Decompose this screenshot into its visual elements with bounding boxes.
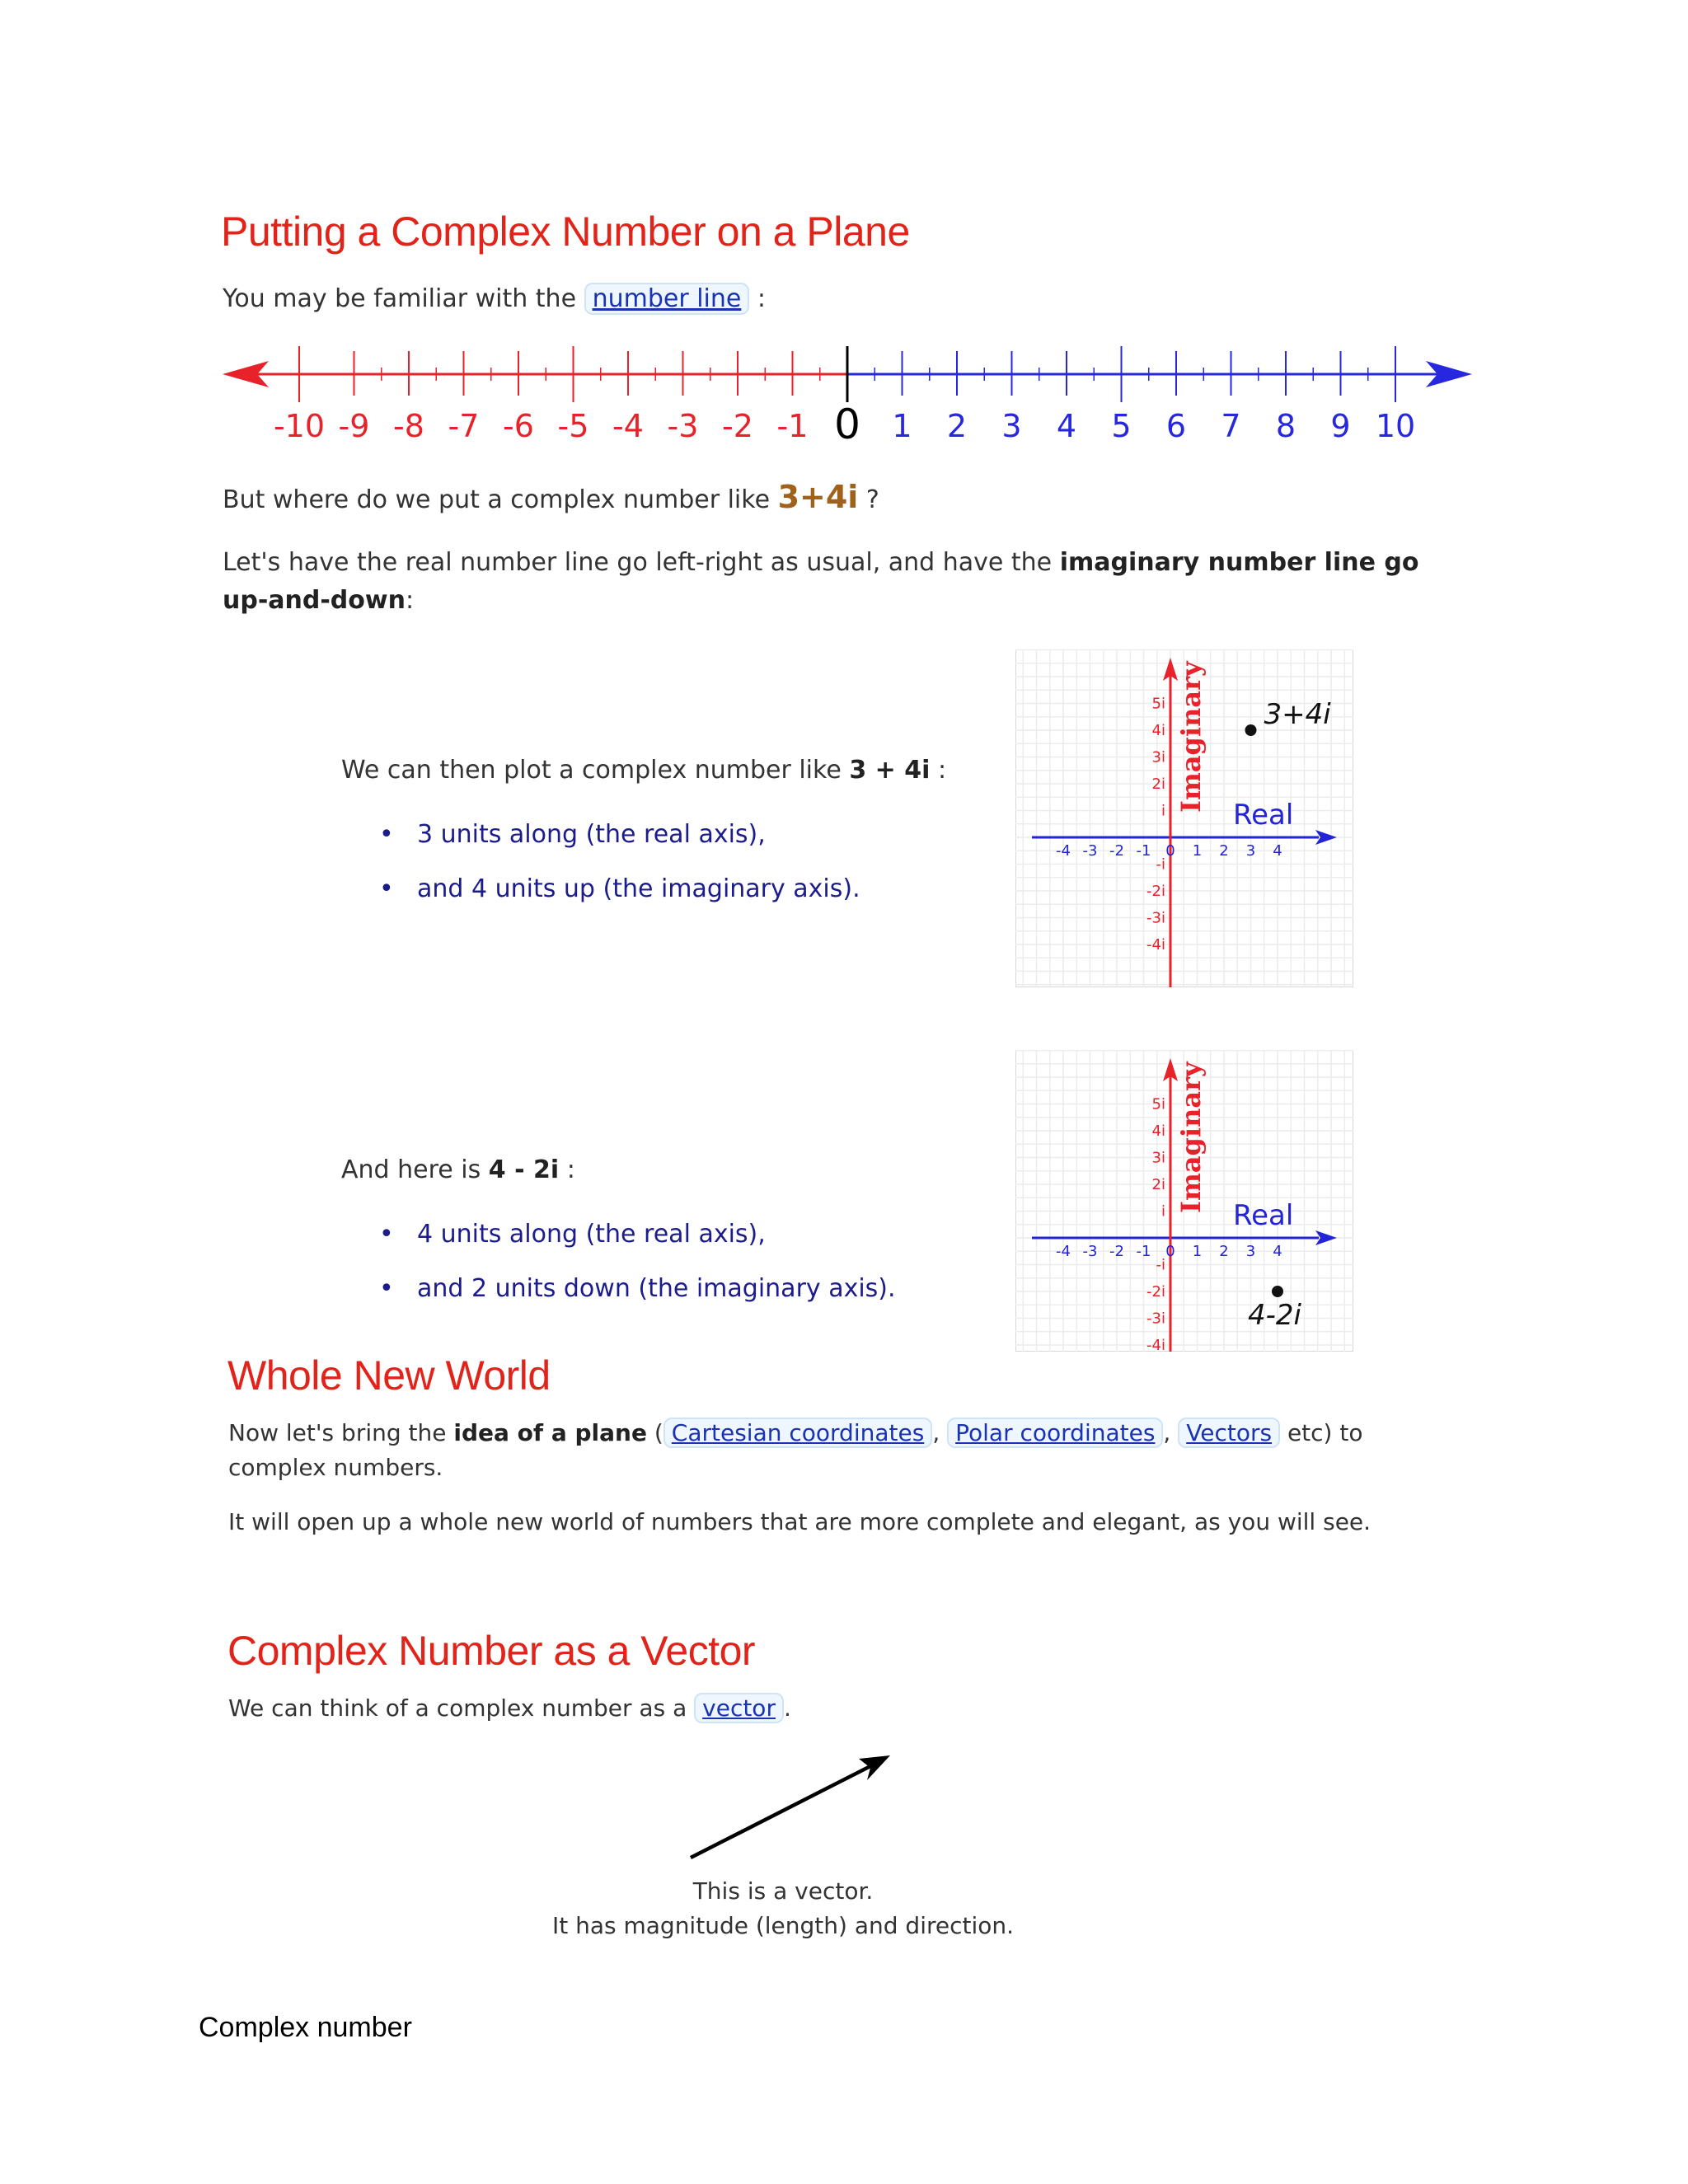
y-tick-label: 5i [1151, 1095, 1165, 1113]
vector-caption-line1: This is a vector. [692, 1877, 874, 1905]
number-line-label: 7 [1221, 408, 1241, 444]
list-item: • 3 units along (the real axis), [379, 808, 860, 862]
vector-caption-line2: It has magnitude (length) and direction. [551, 1912, 1015, 1939]
plotted-point [1272, 1286, 1283, 1297]
polar-coordinates-link[interactable]: Polar coordinates [947, 1418, 1163, 1448]
list-item: • and 4 units up (the imaginary axis). [379, 862, 860, 916]
vector-period: . [783, 1694, 791, 1722]
x-tick-label: 0 [1165, 842, 1175, 860]
number-line-label: -1 [776, 408, 809, 444]
y-tick-label: -3i [1146, 1310, 1165, 1328]
complex-question [223, 478, 879, 519]
number-line-label: -6 [503, 408, 534, 444]
x-tick-label: 2 [1219, 842, 1229, 860]
question-mark: ? [865, 485, 879, 514]
number-line-label: -8 [393, 408, 424, 444]
axes-text: Let's have the real number line go left-right as usual, and have the [223, 548, 1053, 577]
number-line-label: 1 [892, 408, 912, 444]
vector-arrow-shaft [691, 1764, 875, 1858]
vector-caption [486, 1874, 1080, 1943]
plot2-intro-text: And here is [341, 1155, 481, 1184]
number-line-label: 6 [1165, 408, 1187, 444]
plane-paren-open: ( [654, 1419, 663, 1446]
x-tick-label: -2 [1109, 1243, 1124, 1260]
section-title-complex-vector: Complex Number as a Vector [227, 1628, 756, 1674]
plot2-value: 4 - 2i [488, 1155, 560, 1184]
x-tick-label: 3 [1245, 1243, 1256, 1260]
x-tick-label: -1 [1136, 842, 1151, 860]
y-tick-label: i [1160, 802, 1165, 820]
number-line-intro [223, 280, 766, 318]
number-line-label: 3 [1001, 408, 1022, 444]
y-tick-label: 3i [1151, 1149, 1165, 1167]
number-line-label: 8 [1275, 408, 1296, 444]
axes-bold-text: imaginary number line go up-and-down [223, 548, 1419, 615]
vector-link[interactable]: vector [694, 1693, 784, 1723]
point-label: 3+4i [1264, 698, 1331, 731]
plane-paragraph: Now let's bring the idea of a plane ( Cartesian coordinates , Polar coordinates , Vectors etc) to complex numbers. [228, 1419, 1363, 1481]
y-tick-label: 4i [1151, 722, 1165, 739]
y-tick-label: -4i [1146, 1337, 1165, 1352]
number-line-label: 5 [1111, 408, 1132, 444]
new-world-paragraph: It will open up a whole new world of numbers that are more complete and elegant, as you will see. [228, 1508, 1372, 1535]
vector-paragraph [228, 1691, 791, 1726]
number-line-label: -3 [667, 408, 699, 444]
number-line-label: -9 [338, 408, 370, 444]
y-tick-label: -3i [1146, 909, 1165, 927]
number-line-label: -5 [557, 408, 589, 444]
number-line-label: -2 [722, 408, 753, 444]
number-line-label: -4 [612, 408, 644, 444]
x-tick-label: 3 [1245, 842, 1256, 860]
point-label: 4-2i [1248, 1299, 1301, 1332]
cartesian-coordinates-link[interactable]: Cartesian coordinates [663, 1418, 933, 1448]
list-item: • 4 units along (the real axis), [379, 1207, 896, 1262]
x-tick-label: 1 [1192, 1243, 1203, 1260]
plot1-colon: : [937, 756, 947, 785]
y-tick-label: -i [1156, 855, 1165, 874]
plot2-colon: : [566, 1155, 575, 1184]
list-item: • and 2 units down (the imaginary axis). [379, 1262, 896, 1316]
plot1-intro-text: We can then plot a complex number like [341, 756, 842, 785]
y-tick-label: 4i [1151, 1122, 1165, 1140]
section-title-whole-new-world: Whole New World [227, 1352, 551, 1399]
number-line-label: 9 [1330, 408, 1351, 444]
imaginary-axis-label: Imaginary [1175, 661, 1207, 813]
x-tick-label: -3 [1082, 842, 1098, 860]
number-line-labels [274, 401, 1415, 448]
number-line-label: 10 [1375, 408, 1416, 444]
number-line-label: 2 [946, 408, 968, 444]
footer-caption: Complex number [199, 2012, 412, 2043]
plane-text-line2: complex numbers. [228, 1454, 443, 1481]
axes-paragraph [223, 544, 1451, 620]
plot2-bullet-list [379, 1207, 896, 1316]
x-tick-label: -1 [1136, 1243, 1151, 1260]
plane-paren-close: etc) to [1287, 1419, 1363, 1446]
y-tick-label: -4i [1146, 936, 1165, 954]
imaginary-axis-label: Imaginary [1175, 1062, 1207, 1213]
complex-plane-graph-3-plus-4i [1015, 649, 1353, 987]
plot1-value: 3 + 4i [849, 756, 931, 785]
plot1-intro [341, 752, 946, 790]
axes-colon: : [405, 586, 415, 615]
intro-colon: : [757, 284, 766, 313]
x-tick-label: 2 [1219, 1243, 1229, 1260]
number-line-diagram [221, 346, 1474, 462]
number-line-label: 4 [1056, 408, 1077, 444]
vectors-link[interactable]: Vectors [1178, 1418, 1280, 1448]
x-tick-label: 0 [1165, 1243, 1175, 1260]
question-value: 3+4i [777, 479, 859, 515]
x-tick-label: -4 [1056, 1243, 1071, 1260]
section-title-complex-plane: Putting a Complex Number on a Plane [221, 209, 910, 255]
plane-text: Now let's bring the [228, 1419, 447, 1446]
y-tick-label: 2i [1151, 1176, 1165, 1193]
y-tick-label: i [1160, 1202, 1165, 1221]
y-tick-label: -2i [1146, 1283, 1165, 1301]
number-line-label: -7 [448, 408, 480, 444]
y-tick-label: -2i [1146, 883, 1165, 900]
x-tick-label: 4 [1273, 1243, 1282, 1260]
x-tick-label: 4 [1273, 842, 1282, 860]
real-axis-label: Real [1233, 1199, 1294, 1232]
plotted-point [1245, 724, 1257, 736]
complex-plane-graph-4-minus-2i [1015, 1050, 1353, 1352]
plane-bold-text: idea of a plane [453, 1419, 647, 1446]
number-line-ticks [299, 346, 1395, 402]
x-tick-label: -2 [1109, 842, 1124, 860]
y-tick-label: 5i [1151, 695, 1165, 713]
question-text: But where do we put a complex number like [223, 485, 771, 514]
vector-arrow-diagram [684, 1747, 907, 1868]
x-tick-label: 1 [1192, 842, 1203, 860]
number-line-label: -10 [273, 408, 326, 444]
plot1-bullet-list [379, 808, 860, 916]
plot2-intro [341, 1151, 575, 1189]
y-tick-label: 3i [1151, 748, 1165, 766]
number-line-label: 0 [834, 401, 860, 448]
number-line-link[interactable]: number line [584, 283, 750, 315]
y-tick-label: -i [1156, 1256, 1165, 1274]
x-tick-label: -4 [1056, 842, 1071, 860]
y-tick-label: 2i [1151, 776, 1165, 793]
vector-text: We can think of a complex number as a [228, 1694, 687, 1722]
real-axis-label: Real [1233, 799, 1294, 832]
intro-text: You may be familiar with the [223, 284, 577, 313]
x-tick-label: -3 [1082, 1243, 1098, 1260]
